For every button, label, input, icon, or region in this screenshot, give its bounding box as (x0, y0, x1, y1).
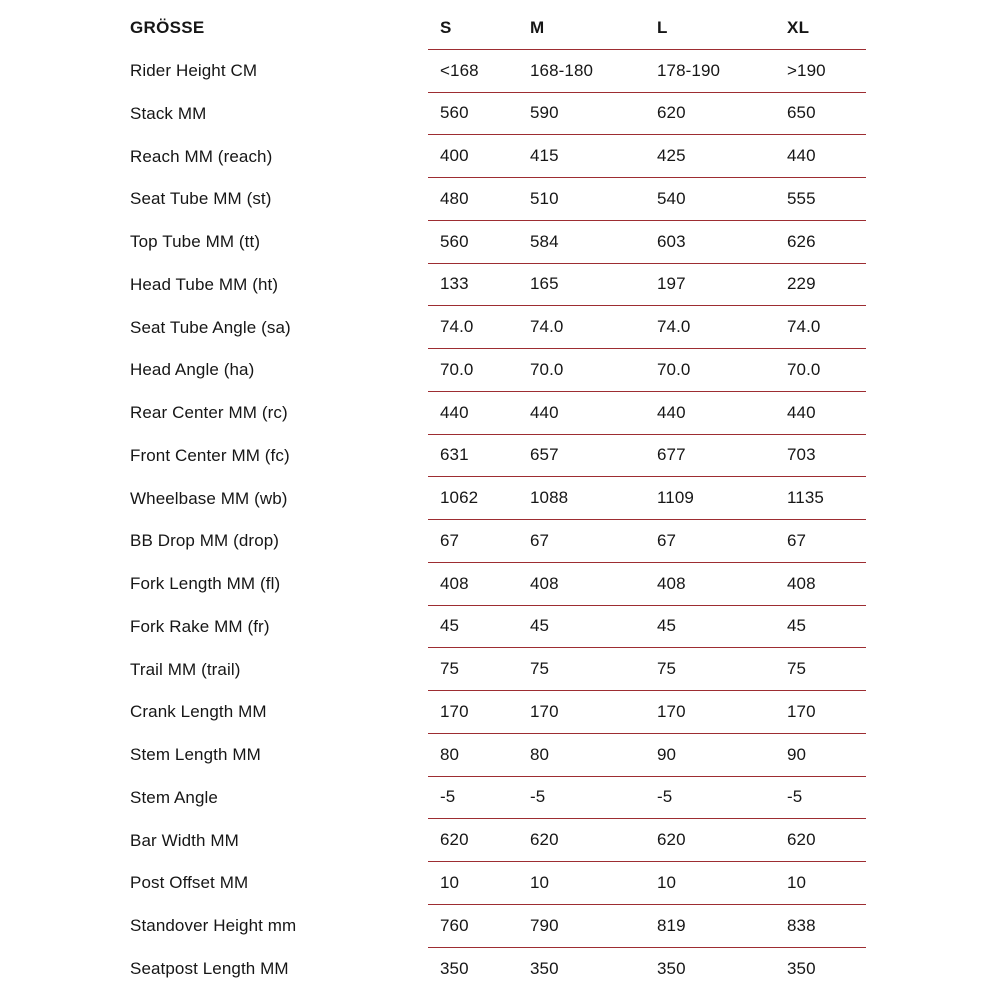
spec-label: Wheelbase MM (wb) (130, 488, 288, 508)
spec-value-xl: 703 (787, 445, 816, 465)
spec-value-s: 408 (440, 573, 469, 593)
spec-label: Trail MM (trail) (130, 659, 241, 679)
spec-value-l: 350 (657, 958, 686, 978)
spec-values (428, 477, 866, 520)
table-header-row (130, 7, 866, 50)
spec-row (130, 819, 866, 862)
spec-value-s: 440 (440, 402, 469, 422)
spec-value-m: 67 (530, 530, 550, 550)
spec-values (428, 563, 866, 606)
spec-value-s: 75 (440, 659, 460, 679)
spec-row (130, 178, 866, 221)
spec-value-m: 74.0 (530, 317, 564, 337)
spec-value-m: 165 (530, 274, 559, 294)
spec-value-l: 620 (657, 103, 686, 123)
spec-value-l: 10 (657, 872, 677, 892)
spec-value-l: -5 (657, 787, 673, 807)
spec-value-l: 74.0 (657, 317, 691, 337)
spec-value-xl: 74.0 (787, 317, 821, 337)
spec-value-xl: 626 (787, 231, 816, 251)
spec-value-m: 45 (530, 616, 550, 636)
spec-row (130, 520, 866, 563)
spec-values (428, 606, 866, 649)
spec-value-l: 197 (657, 274, 686, 294)
spec-value-m: 75 (530, 659, 550, 679)
spec-label: BB Drop MM (drop) (130, 531, 280, 551)
spec-value-l: 408 (657, 573, 686, 593)
spec-value-xl: 90 (787, 744, 807, 764)
spec-value-l: 178-190 (657, 60, 721, 80)
spec-row (130, 221, 866, 264)
spec-values (428, 264, 866, 307)
spec-value-m: 168-180 (530, 60, 594, 80)
spec-value-xl: 75 (787, 659, 807, 679)
spec-label: Seat Tube Angle (sa) (130, 317, 291, 337)
spec-label: Stem Angle (130, 787, 218, 807)
spec-value-s: 80 (440, 744, 460, 764)
spec-values (428, 93, 866, 136)
spec-value-xl: 650 (787, 103, 816, 123)
spec-value-l: 90 (657, 744, 677, 764)
spec-row (130, 93, 866, 136)
spec-value-xl: 408 (787, 573, 816, 593)
spec-label: Front Center MM (fc) (130, 445, 290, 465)
spec-label: Post Offset MM (130, 873, 249, 893)
spec-value-l: 440 (657, 402, 686, 422)
spec-value-s: 560 (440, 103, 469, 123)
spec-value-s: <168 (440, 60, 479, 80)
spec-values (428, 435, 866, 478)
spec-value-m: 510 (530, 188, 559, 208)
spec-row (130, 905, 866, 948)
spec-value-s: 133 (440, 274, 469, 294)
spec-value-m: 408 (530, 573, 559, 593)
spec-values (428, 777, 866, 820)
spec-value-m: 657 (530, 445, 559, 465)
spec-values (428, 862, 866, 905)
spec-values (428, 392, 866, 435)
spec-value-l: 67 (657, 530, 677, 550)
spec-value-s: 480 (440, 188, 469, 208)
geometry-table (130, 7, 866, 990)
spec-label: Fork Length MM (fl) (130, 574, 281, 594)
header-size-m: M (530, 17, 545, 37)
spec-label: Stem Length MM (130, 745, 261, 765)
spec-value-s: -5 (440, 787, 456, 807)
spec-value-m: 620 (530, 830, 559, 850)
spec-values (428, 349, 866, 392)
spec-label: Head Tube MM (ht) (130, 274, 279, 294)
spec-row (130, 734, 866, 777)
spec-row (130, 477, 866, 520)
header-size-s: S (440, 17, 452, 37)
spec-value-l: 620 (657, 830, 686, 850)
spec-label: Crank Length MM (130, 702, 267, 722)
spec-value-m: 70.0 (530, 359, 564, 379)
spec-row (130, 691, 866, 734)
spec-label: Standover Height mm (130, 916, 297, 936)
spec-row (130, 306, 866, 349)
spec-value-s: 70.0 (440, 359, 474, 379)
spec-value-xl: 1135 (787, 488, 824, 508)
spec-row (130, 392, 866, 435)
spec-value-s: 170 (440, 701, 469, 721)
spec-value-m: 440 (530, 402, 559, 422)
spec-row (130, 264, 866, 307)
spec-value-l: 75 (657, 659, 677, 679)
spec-row (130, 50, 866, 93)
spec-value-m: 584 (530, 231, 559, 251)
spec-value-xl: 67 (787, 530, 807, 550)
spec-value-l: 1109 (657, 488, 694, 508)
spec-value-s: 67 (440, 530, 460, 550)
spec-value-s: 760 (440, 915, 469, 935)
spec-label: Head Angle (ha) (130, 360, 255, 380)
spec-values (428, 819, 866, 862)
spec-label: Bar Width MM (130, 830, 239, 850)
spec-value-l: 540 (657, 188, 686, 208)
spec-values (428, 905, 866, 948)
spec-values (428, 178, 866, 221)
spec-value-xl: >190 (787, 60, 826, 80)
spec-row (130, 777, 866, 820)
spec-value-l: 45 (657, 616, 677, 636)
spec-value-s: 10 (440, 872, 460, 892)
spec-value-s: 631 (440, 445, 469, 465)
spec-values (428, 648, 866, 691)
spec-value-m: 1088 (530, 488, 569, 508)
spec-row (130, 606, 866, 649)
spec-value-xl: 10 (787, 872, 807, 892)
spec-value-m: 590 (530, 103, 559, 123)
spec-value-xl: 620 (787, 830, 816, 850)
spec-value-l: 70.0 (657, 359, 691, 379)
spec-value-m: -5 (530, 787, 546, 807)
spec-value-s: 1062 (440, 488, 479, 508)
spec-label: Fork Rake MM (fr) (130, 616, 270, 636)
spec-value-xl: 350 (787, 958, 816, 978)
spec-row (130, 563, 866, 606)
spec-values (428, 50, 866, 93)
spec-value-xl: -5 (787, 787, 803, 807)
spec-value-xl: 440 (787, 146, 816, 166)
spec-value-xl: 229 (787, 274, 816, 294)
spec-value-s: 400 (440, 146, 469, 166)
spec-values (428, 691, 866, 734)
spec-label: Top Tube MM (tt) (130, 232, 261, 252)
spec-value-l: 677 (657, 445, 686, 465)
spec-value-m: 80 (530, 744, 550, 764)
spec-row (130, 435, 866, 478)
spec-values (428, 520, 866, 563)
spec-values (428, 948, 866, 991)
spec-value-s: 620 (440, 830, 469, 850)
spec-row (130, 862, 866, 905)
spec-label: Rider Height CM (130, 61, 258, 81)
spec-value-m: 415 (530, 146, 559, 166)
spec-value-xl: 440 (787, 402, 816, 422)
spec-row (130, 349, 866, 392)
spec-value-xl: 838 (787, 915, 816, 935)
spec-value-xl: 170 (787, 701, 816, 721)
header-size-columns (428, 7, 866, 50)
spec-value-s: 45 (440, 616, 460, 636)
spec-value-s: 74.0 (440, 317, 474, 337)
spec-value-l: 425 (657, 146, 686, 166)
spec-value-s: 350 (440, 958, 469, 978)
header-size-l: L (657, 17, 668, 37)
spec-value-s: 560 (440, 231, 469, 251)
spec-value-l: 819 (657, 915, 686, 935)
spec-row (130, 948, 866, 991)
spec-label: Seat Tube MM (st) (130, 189, 272, 209)
spec-value-xl: 70.0 (787, 359, 821, 379)
spec-label: Seatpost Length MM (130, 958, 289, 978)
spec-label: Stack MM (130, 103, 207, 123)
spec-value-l: 603 (657, 231, 686, 251)
spec-values (428, 306, 866, 349)
spec-value-xl: 555 (787, 188, 816, 208)
size-header-label: GRÖSSE (130, 18, 205, 38)
spec-value-m: 10 (530, 872, 550, 892)
spec-row (130, 135, 866, 178)
header-size-xl: XL (787, 17, 810, 37)
spec-label: Reach MM (reach) (130, 146, 273, 166)
spec-value-m: 790 (530, 915, 559, 935)
spec-values (428, 135, 866, 178)
spec-value-l: 170 (657, 701, 686, 721)
spec-row (130, 648, 866, 691)
spec-value-m: 350 (530, 958, 559, 978)
spec-values (428, 221, 866, 264)
spec-value-m: 170 (530, 701, 559, 721)
spec-value-xl: 45 (787, 616, 807, 636)
spec-label: Rear Center MM (rc) (130, 403, 288, 423)
spec-values (428, 734, 866, 777)
